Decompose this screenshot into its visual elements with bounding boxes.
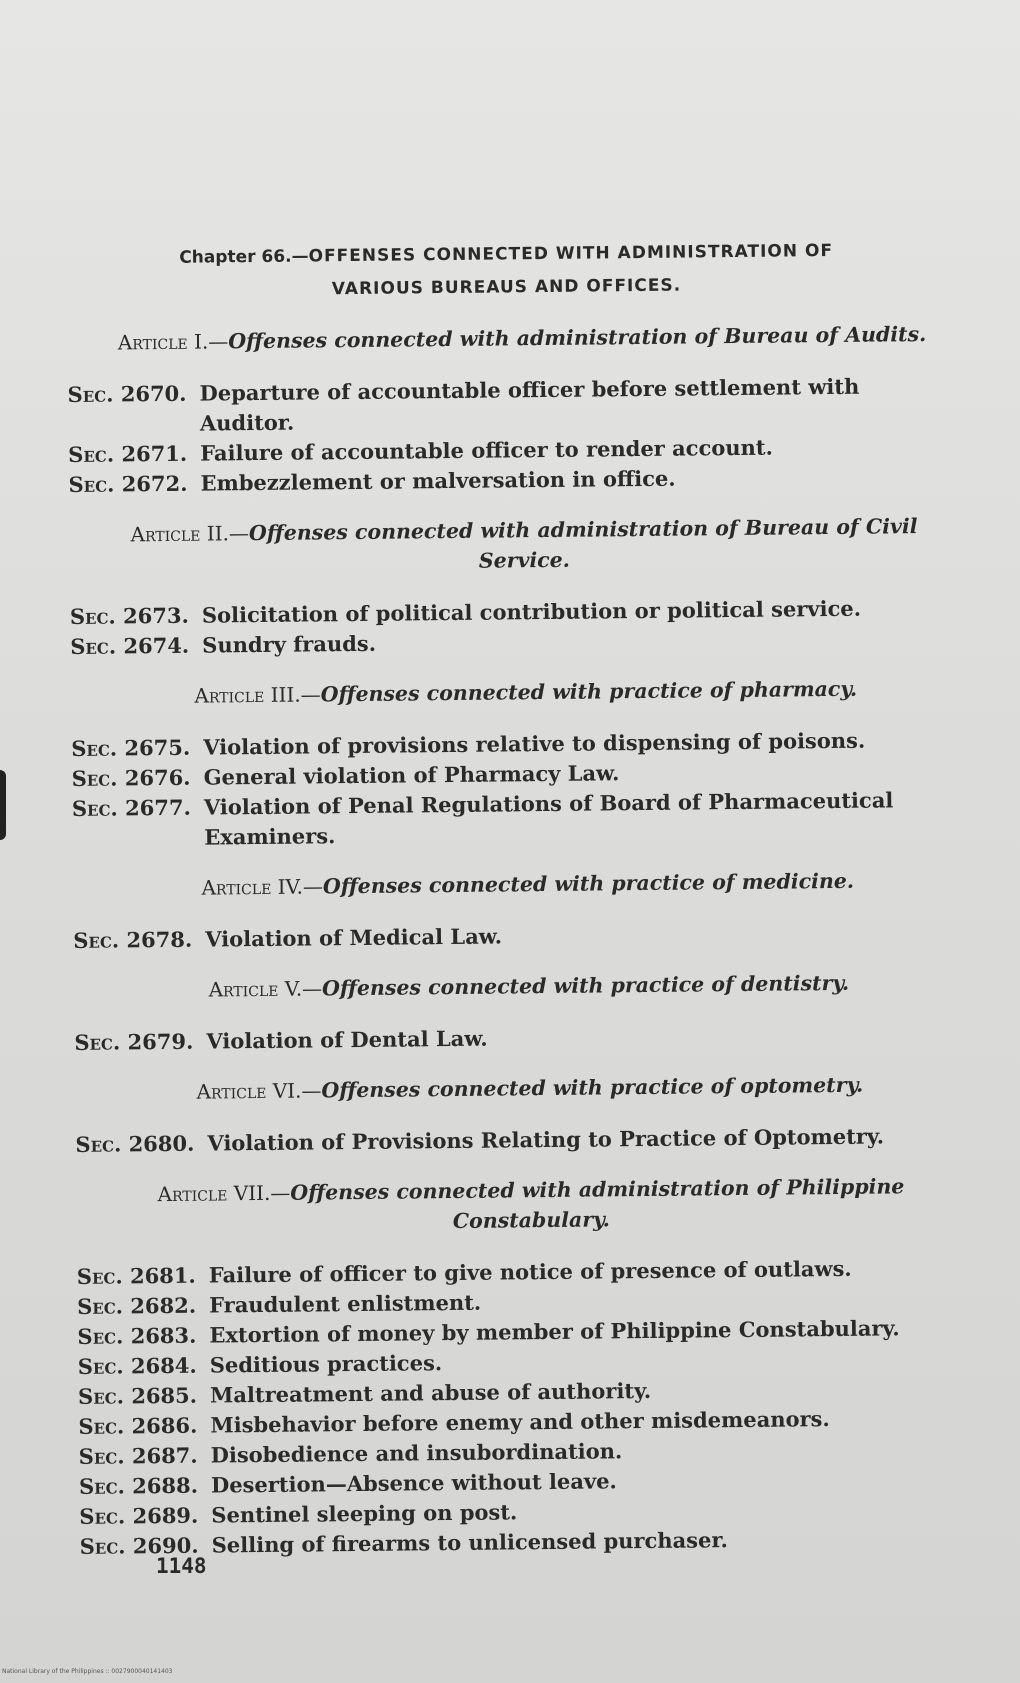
section-entry <box>73 917 953 956</box>
section-num-value: 2678. <box>126 926 193 953</box>
section-number <box>77 1321 209 1352</box>
article-title: Offenses connected with administration of Bureau of Civil Service. <box>248 514 918 573</box>
article-heading <box>76 1171 957 1240</box>
section-title: Solicitation of political contribution or political service. <box>201 595 862 628</box>
section-num-value: 2677. <box>124 794 191 821</box>
section-title: Embezzlement or malversation in office. <box>200 465 676 496</box>
section-title: Disobedience and insubordination. <box>210 1438 623 1468</box>
section-num-value: 2683. <box>130 1322 197 1349</box>
chapter-heading <box>66 233 947 308</box>
section-abbrev: Sec. <box>77 1323 124 1349</box>
section-abbrev: Sec. <box>69 603 116 629</box>
article-label: Article IV.— <box>201 874 324 900</box>
section-number <box>68 439 200 470</box>
article-title: Offenses connected with administration of Philippine Constabulary. <box>290 1174 905 1234</box>
article-heading <box>67 319 947 358</box>
page-content <box>66 233 960 1582</box>
section-abbrev: Sec. <box>68 471 115 497</box>
section-number <box>67 379 200 440</box>
section-num-value: 2688. <box>132 1472 199 1499</box>
section-abbrev: Sec. <box>78 1443 125 1469</box>
section-number <box>70 631 202 662</box>
chapter-lead: Chapter 66.— <box>179 246 309 268</box>
section-num-value: 2685. <box>131 1382 198 1409</box>
section-title: General violation of Pharmacy Law. <box>203 760 620 790</box>
section-number <box>75 1129 207 1160</box>
section-number <box>73 925 205 956</box>
section-title: Fraudulent enlistment. <box>209 1289 482 1318</box>
section-title: Departure of accountable officer before settlement with Auditor. <box>199 373 860 436</box>
section-list <box>73 917 953 956</box>
section-list <box>71 725 952 854</box>
article-title: Offenses connected with practice of optometry. <box>321 1072 864 1103</box>
section-num-value: 2689. <box>132 1502 199 1529</box>
section-title: Misbehavior before enemy and other misdemeanors. <box>210 1406 830 1438</box>
section-number <box>77 1261 209 1292</box>
section-list <box>70 593 951 662</box>
section-num-value: 2671. <box>121 440 188 467</box>
section-num-value: 2687. <box>131 1442 198 1469</box>
section-title: Failure of officer to give notice of presence of outlaws. <box>208 1255 852 1288</box>
section-title: Sentinel sleeping on post. <box>211 1499 518 1528</box>
article-heading <box>73 865 953 904</box>
section-title: Violation of provisions relative to dispensing of poisons. <box>203 727 866 760</box>
section-entry <box>72 785 953 854</box>
section-num-value: 2674. <box>123 632 190 659</box>
article-title: Offenses connected with practice of pharmacy. <box>320 676 858 707</box>
section-title: Sundry frauds. <box>202 630 377 658</box>
section-number <box>71 763 203 794</box>
section-num-value: 2673. <box>122 602 189 629</box>
section-abbrev: Sec. <box>68 441 115 467</box>
section-list <box>67 371 948 500</box>
section-number <box>70 601 202 632</box>
section-abbrev: Sec. <box>71 735 118 761</box>
section-abbrev: Sec. <box>76 1263 123 1289</box>
section-num-value: 2686. <box>131 1412 198 1439</box>
article-label: Article VI.— <box>196 1078 322 1104</box>
scan-edge-mark <box>0 770 6 840</box>
article-heading <box>71 673 951 712</box>
section-number <box>77 1291 209 1322</box>
section-number <box>74 1027 206 1058</box>
article-label: Article III.— <box>194 682 321 708</box>
section-number <box>68 469 200 500</box>
article-label: Article I.— <box>117 329 229 355</box>
section-num-value: 2672. <box>121 470 188 497</box>
section-num-value: 2682. <box>130 1292 197 1319</box>
article-heading <box>75 1069 955 1108</box>
chapter-title-line2: VARIOUS BUREAUS AND OFFICES. <box>331 275 682 300</box>
article-heading <box>74 967 954 1006</box>
section-title: Violation of Medical Law. <box>205 923 503 952</box>
section-abbrev: Sec. <box>67 381 114 407</box>
section-abbrev: Sec. <box>70 633 117 659</box>
section-number <box>71 733 203 764</box>
section-title: Violation of Dental Law. <box>206 1025 488 1054</box>
section-abbrev: Sec. <box>79 1503 126 1529</box>
section-abbrev: Sec. <box>73 927 120 953</box>
article-label: Article VII.— <box>157 1180 291 1207</box>
section-abbrev: Sec. <box>77 1353 124 1379</box>
section-num-value: 2676. <box>124 764 191 791</box>
section-title: Desertion—Absence without leave. <box>210 1468 617 1498</box>
section-number <box>78 1351 210 1382</box>
page-number: 1148 <box>156 1554 207 1578</box>
section-abbrev: Sec. <box>77 1293 124 1319</box>
section-abbrev: Sec. <box>79 1533 126 1559</box>
article-title: Offenses connected with practice of medicine. <box>322 868 855 899</box>
section-number <box>79 1501 211 1532</box>
section-abbrev: Sec. <box>78 1473 126 1499</box>
chapter-title-line1: OFFENSES CONNECTED WITH ADMINISTRATION OF <box>308 240 834 267</box>
section-entry <box>75 1121 955 1160</box>
article-title: Offenses connected with administration of Bureau of Audits. <box>228 321 927 354</box>
section-abbrev: Sec. <box>71 795 118 821</box>
article-label: Article V.— <box>208 976 323 1002</box>
section-num-value: 2675. <box>124 734 191 761</box>
section-list <box>77 1253 960 1562</box>
section-title: Maltreatment and abuse of authority. <box>209 1377 652 1408</box>
section-list <box>74 1019 954 1058</box>
section-abbrev: Sec. <box>75 1131 122 1157</box>
section-abbrev: Sec. <box>78 1413 125 1439</box>
article-label: Article II.— <box>130 521 250 547</box>
section-abbrev: Sec. <box>71 765 118 791</box>
section-title: Selling of firearms to unlicensed purchaser. <box>211 1527 728 1558</box>
section-number <box>78 1381 210 1412</box>
section-list <box>75 1121 955 1160</box>
article-title: Offenses connected with practice of dentistry. <box>321 970 850 1001</box>
section-entry <box>67 371 948 440</box>
section-num-value: 2679. <box>127 1028 194 1055</box>
section-entry <box>74 1019 954 1058</box>
article-heading <box>69 511 950 580</box>
section-num-value: 2670. <box>120 380 187 407</box>
section-abbrev: Sec. <box>77 1383 125 1409</box>
section-title: Violation of Provisions Relating to Practice of Optometry. <box>207 1123 885 1156</box>
section-number <box>79 1441 211 1472</box>
section-num-value: 2681. <box>129 1262 196 1289</box>
article-list <box>67 319 960 1562</box>
section-num-value: 2680. <box>128 1130 195 1157</box>
section-title: Failure of accountable officer to render account. <box>200 434 773 466</box>
section-number <box>79 1471 211 1502</box>
section-title: Violation of Penal Regulations of Board of Pharmaceutical Examiners. <box>203 787 894 850</box>
section-num-value: 2690. <box>132 1532 199 1559</box>
section-num-value: 2684. <box>130 1352 197 1379</box>
section-number <box>78 1411 210 1442</box>
section-title: Seditious practices. <box>209 1350 443 1378</box>
section-title: Extortion of money by member of Philippine Constabulary. <box>209 1315 900 1348</box>
section-number <box>72 793 205 854</box>
section-abbrev: Sec. <box>74 1029 121 1055</box>
footer-stamp: National Library of the Philippines :: 0027900040141403 <box>2 1668 173 1675</box>
